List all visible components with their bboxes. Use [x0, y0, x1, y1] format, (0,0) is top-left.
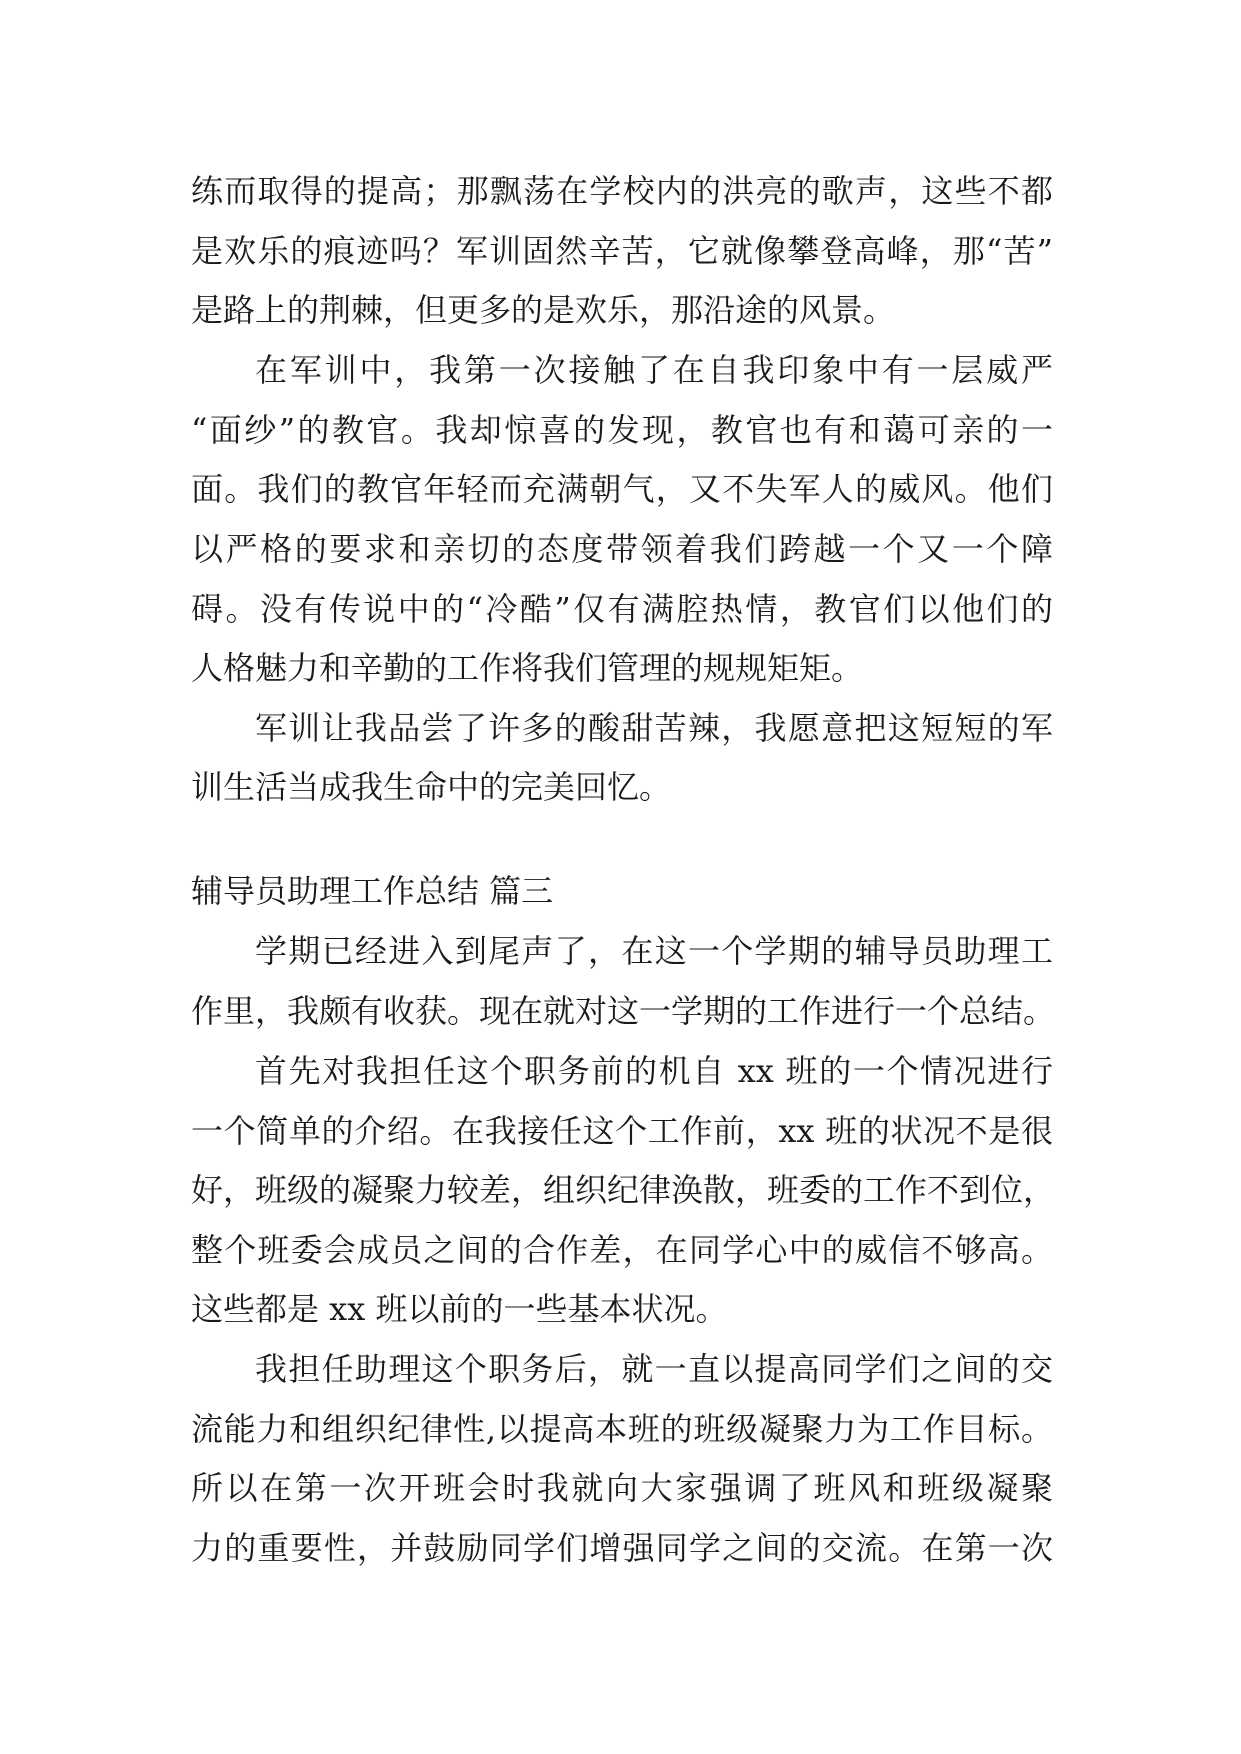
text-line: 是欢乐的痕迹吗？军训固然辛苦，它就像攀登高峰，那“苦”	[191, 232, 1053, 270]
paragraph-start: 在军训中，我第一次接触了在自我印象中有一层威严	[255, 351, 1053, 389]
text-line: 练而取得的提高；那飘荡在学校内的洪亮的歌声，这些不都	[191, 172, 1053, 210]
text-line: 所以在第一次开班会时我就向大家强调了班风和班级凝聚	[191, 1469, 1053, 1507]
paragraph-start: 我担任助理这个职务后，就一直以提高同学们之间的交	[255, 1350, 1053, 1388]
text-line: 整个班委会成员之间的合作差，在同学心中的威信不够高。	[191, 1231, 1053, 1269]
text-line: 一个简单的介绍。在我接任这个工作前，xx 班的状况不是很	[191, 1112, 1053, 1150]
text-line: 碍。没有传说中的“冷酷”仅有满腔热情，教官们以他们的	[191, 590, 1053, 628]
text-line: 面。我们的教官年轻而充满朝气，又不失军人的威风。他们	[191, 470, 1053, 508]
text-line: 流能力和组织纪律性,以提高本班的班级凝聚力为工作目标。	[191, 1410, 1053, 1448]
section-heading: 辅导员助理工作总结 篇三	[191, 872, 554, 910]
text-line: 这些都是 xx 班以前的一些基本状况。	[191, 1290, 728, 1328]
text-line: 人格魅力和辛勤的工作将我们管理的规规矩矩。	[191, 649, 864, 687]
text-line: 训生活当成我生命中的完美回忆。	[191, 768, 672, 806]
paragraph-start: 军训让我品尝了许多的酸甜苦辣，我愿意把这短短的军	[255, 709, 1053, 747]
text-line: 力的重要性，并鼓励同学们增强同学之间的交流。在第一次	[191, 1529, 1053, 1567]
text-line: 作里，我颇有收获。现在就对这一学期的工作进行一个总结。	[191, 992, 1056, 1030]
text-line: 以严格的要求和亲切的态度带领着我们跨越一个又一个障	[191, 530, 1053, 568]
text-line: 是路上的荆棘，但更多的是欢乐，那沿途的风景。	[191, 291, 896, 329]
text-line: 好，班级的凝聚力较差，组织纪律涣散，班委的工作不到位，	[191, 1171, 1056, 1209]
paragraph-start: 首先对我担任这个职务前的机自 xx 班的一个情况进行	[255, 1052, 1053, 1090]
paragraph-start: 学期已经进入到尾声了，在这一个学期的辅导员助理工	[255, 932, 1053, 970]
text-line: “面纱”的教官。我却惊喜的发现，教官也有和蔼可亲的一	[191, 411, 1053, 449]
